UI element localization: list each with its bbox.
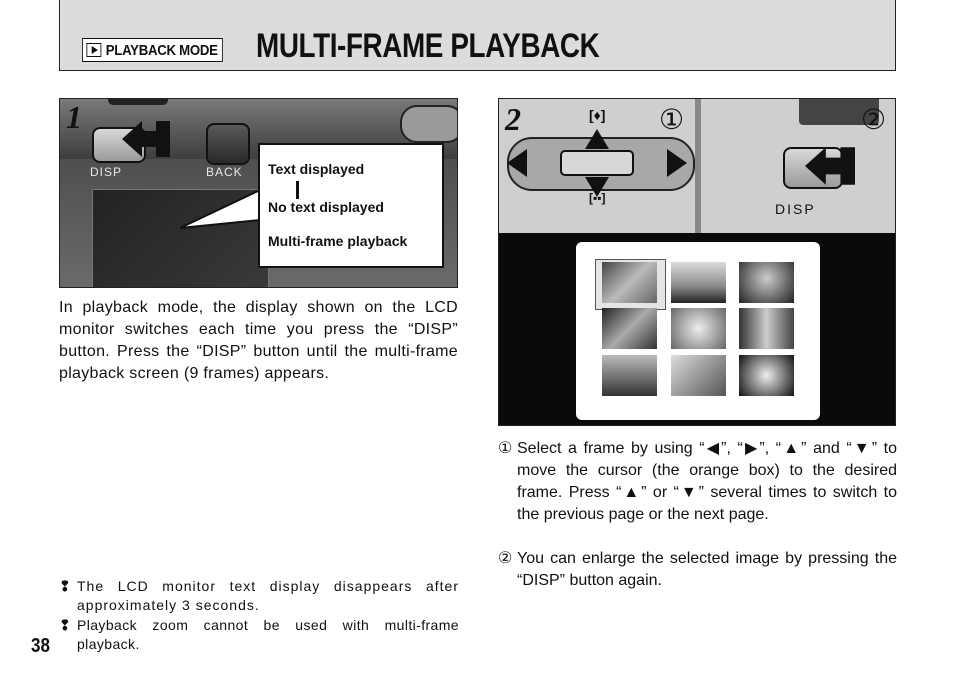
mode-badge-label: PLAYBACK MODE — [105, 41, 218, 59]
step2-number: 2 — [505, 101, 521, 137]
note-2 — [59, 616, 459, 654]
display-mode-callout — [258, 143, 444, 268]
marker-2: ② — [861, 103, 887, 136]
item-2-marker: ② — [498, 550, 514, 567]
item-1-text: Select a frame by using “◀”, “▶”, “▲” and “▼” to move the cursor (the orange box) to the desired frame. Press “▲” or “▼” several times to switch to the previous page or the next page. — [517, 440, 897, 523]
page-title: MULTI-FRAME PLAYBACK — [256, 27, 600, 65]
marker-1: ① — [659, 103, 685, 136]
direction-arrows-icon — [507, 129, 687, 197]
note-1 — [59, 577, 459, 615]
page-number: 38 — [31, 635, 50, 657]
camera-controls-closeup — [499, 99, 896, 233]
item-2-text: You can enlarge the selected image by pressing the “DISP” button again. — [517, 550, 897, 589]
thumbnail-4 — [602, 308, 657, 349]
callout-multi-frame: Multi-frame playback — [268, 233, 408, 249]
back-label: BACK — [206, 165, 243, 179]
thumbnail-3 — [739, 262, 794, 303]
press-arrow-icon — [122, 119, 170, 159]
disp-label-closeup: DISP — [775, 201, 816, 217]
disp-label: DISP — [90, 165, 123, 179]
note-2-text: Playback zoom cannot be used with multi-frame playback. — [77, 617, 459, 652]
item-1-marker: ① — [498, 440, 513, 457]
thumbnail-8 — [671, 355, 726, 396]
caution-icon: ❢ — [59, 617, 71, 633]
back-button — [206, 123, 250, 165]
multi-frame-screen — [576, 242, 820, 420]
step2-item-1 — [498, 438, 897, 526]
playback-mode-badge — [82, 38, 223, 62]
caution-icon: ❢ — [59, 578, 71, 594]
step2-item-2 — [498, 548, 897, 592]
thumbnail-5 — [671, 308, 726, 349]
nav-pad — [400, 105, 458, 143]
camera-edge — [108, 98, 168, 105]
callout-no-text-displayed: No text displayed — [268, 199, 384, 215]
thumbnail-7 — [602, 355, 657, 396]
press-arrow-icon-2 — [805, 145, 855, 187]
note-1-text: The LCD monitor text display disappears after approximately 3 seconds. — [77, 578, 459, 613]
callout-flow-arrow — [296, 181, 299, 199]
step1-number: 1 — [66, 99, 82, 135]
thumbnail-1 — [602, 262, 657, 303]
play-icon — [86, 43, 101, 57]
thumbnail-6 — [739, 308, 794, 349]
thumbnail-2 — [671, 262, 726, 303]
zoom-out-icon: [▪▪] — [589, 191, 606, 205]
step1-description: In playback mode, the display shown on the LCD monitor switches each time you press the “DISP” button. Press the “DISP” button until the multi-frame playback screen (9 frames) appears. — [59, 299, 458, 382]
callout-pointer — [180, 180, 264, 230]
photo-divider — [695, 99, 701, 233]
step2-camera-photo — [498, 98, 896, 426]
zoom-in-icon: [♦] — [589, 107, 606, 123]
thumbnail-9 — [739, 355, 794, 396]
callout-text-displayed: Text displayed — [268, 161, 365, 177]
